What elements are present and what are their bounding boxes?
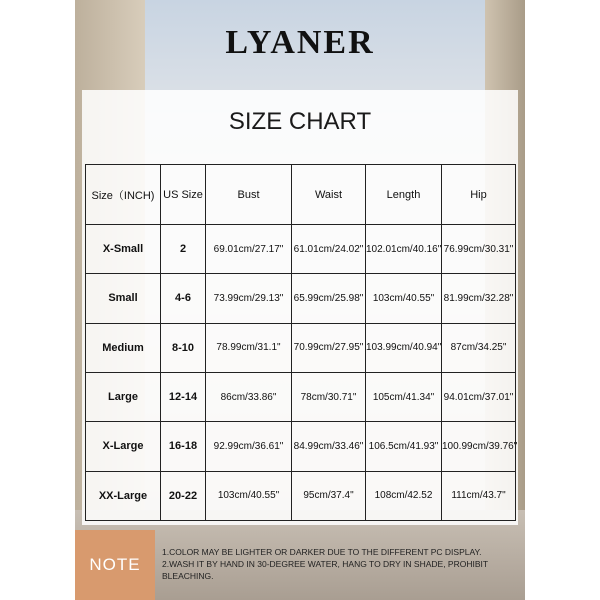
cell-waist: 84.99cm/33.46" <box>292 422 366 471</box>
cell-waist: 61.01cm/24.02" <box>292 225 366 274</box>
cell-waist: 65.99cm/25.98" <box>292 274 366 323</box>
cell-bust: 69.01cm/27.17" <box>206 225 292 274</box>
cell-us-size: 4-6 <box>161 274 206 323</box>
note-label: NOTE <box>75 530 155 600</box>
cell-us-size: 2 <box>161 225 206 274</box>
cell-hip: 94.01cm/37.01" <box>442 372 516 421</box>
cell-bust: 92.99cm/36.61" <box>206 422 292 471</box>
table-row <box>86 225 516 274</box>
header-bust: Bust <box>206 165 292 225</box>
note-line: 2.WASH IT BY HAND IN 30-DEGREE WATER, HANG TO DRY IN SHADE, PROHIBIT BLEACHING. <box>162 559 488 581</box>
cell-bust: 86cm/33.86" <box>206 372 292 421</box>
size-table <box>85 164 516 521</box>
header-length: Length <box>366 165 442 225</box>
cell-length: 108cm/42.52 <box>366 471 442 520</box>
cell-size: Small <box>86 274 161 323</box>
cell-bust: 73.99cm/29.13" <box>206 274 292 323</box>
cell-hip: 76.99cm/30.31" <box>442 225 516 274</box>
cell-length: 106.5cm/41.93" <box>366 422 442 471</box>
table-row <box>86 372 516 421</box>
header-hip: Hip <box>442 165 516 225</box>
cell-size: Medium <box>86 323 161 372</box>
cell-waist: 78cm/30.71" <box>292 372 366 421</box>
cell-us-size: 8-10 <box>161 323 206 372</box>
cell-us-size: 20-22 <box>161 471 206 520</box>
cell-length: 103cm/40.55" <box>366 274 442 323</box>
cell-length: 105cm/41.34" <box>366 372 442 421</box>
table-row <box>86 274 516 323</box>
cell-us-size: 16-18 <box>161 422 206 471</box>
header-size: Size（INCH) <box>86 165 161 225</box>
page-title: SIZE CHART <box>228 108 372 135</box>
table-header-row <box>86 165 516 225</box>
cell-hip: 87cm/34.25" <box>442 323 516 372</box>
header-waist: Waist <box>292 165 366 225</box>
cell-bust: 103cm/40.55" <box>206 471 292 520</box>
table-row <box>86 323 516 372</box>
cell-size: X-Small <box>86 225 161 274</box>
note-text <box>162 546 522 582</box>
table-row <box>86 471 516 520</box>
cell-bust: 78.99cm/31.1" <box>206 323 292 372</box>
note-line: 1.COLOR MAY BE LIGHTER OR DARKER DUE TO THE DIFFERENT PC DISPLAY. <box>162 547 482 557</box>
cell-size: X-Large <box>86 422 161 471</box>
cell-hip: 100.99cm/39.76" <box>442 422 516 471</box>
cell-length: 102.01cm/40.16" <box>366 225 442 274</box>
cell-waist: 70.99cm/27.95" <box>292 323 366 372</box>
cell-waist: 95cm/37.4" <box>292 471 366 520</box>
cell-hip: 81.99cm/32.28" <box>442 274 516 323</box>
cell-us-size: 12-14 <box>161 372 206 421</box>
cell-hip: 111cm/43.7" <box>442 471 516 520</box>
cell-size: XX-Large <box>86 471 161 520</box>
table-row <box>86 422 516 471</box>
brand-logo: LYANER <box>225 24 375 61</box>
cell-length: 103.99cm/40.94" <box>366 323 442 372</box>
header-us-size: US Size <box>161 165 206 225</box>
cell-size: Large <box>86 372 161 421</box>
